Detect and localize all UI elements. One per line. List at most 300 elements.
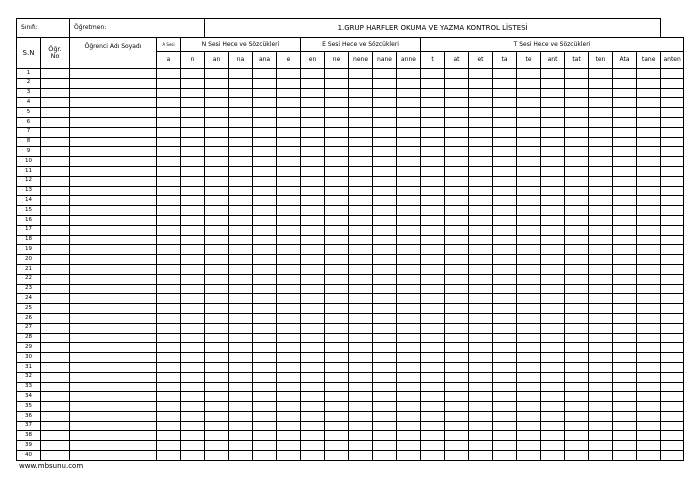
check-cell[interactable] [589, 451, 613, 461]
check-cell[interactable] [469, 69, 493, 79]
check-cell[interactable] [205, 206, 229, 216]
check-cell[interactable] [589, 98, 613, 108]
check-cell[interactable] [421, 402, 445, 412]
student-name-cell[interactable] [70, 137, 157, 147]
check-cell[interactable] [253, 382, 277, 392]
check-cell[interactable] [205, 98, 229, 108]
check-cell[interactable] [349, 323, 373, 333]
check-cell[interactable] [373, 196, 397, 206]
check-cell[interactable] [469, 225, 493, 235]
check-cell[interactable] [301, 255, 325, 265]
check-cell[interactable] [469, 98, 493, 108]
check-cell[interactable] [541, 304, 565, 314]
check-cell[interactable] [325, 323, 349, 333]
check-cell[interactable] [373, 382, 397, 392]
check-cell[interactable] [397, 411, 421, 421]
check-cell[interactable] [373, 137, 397, 147]
check-cell[interactable] [181, 441, 205, 451]
check-cell[interactable] [325, 362, 349, 372]
check-cell[interactable] [157, 215, 181, 225]
check-cell[interactable] [541, 69, 565, 79]
check-cell[interactable] [517, 137, 541, 147]
check-cell[interactable] [445, 108, 469, 118]
check-cell[interactable] [637, 108, 661, 118]
check-cell[interactable] [397, 196, 421, 206]
check-cell[interactable] [565, 304, 589, 314]
check-cell[interactable] [589, 353, 613, 363]
check-cell[interactable] [277, 402, 301, 412]
check-cell[interactable] [205, 245, 229, 255]
check-cell[interactable] [277, 304, 301, 314]
check-cell[interactable] [325, 343, 349, 353]
check-cell[interactable] [637, 147, 661, 157]
check-cell[interactable] [397, 176, 421, 186]
check-cell[interactable] [541, 147, 565, 157]
check-cell[interactable] [181, 157, 205, 167]
check-cell[interactable] [181, 166, 205, 176]
check-cell[interactable] [493, 157, 517, 167]
check-cell[interactable] [325, 274, 349, 284]
check-cell[interactable] [277, 215, 301, 225]
check-cell[interactable] [301, 137, 325, 147]
check-cell[interactable] [397, 441, 421, 451]
student-name-cell[interactable] [70, 392, 157, 402]
check-cell[interactable] [637, 88, 661, 98]
check-cell[interactable] [517, 411, 541, 421]
check-cell[interactable] [205, 353, 229, 363]
check-cell[interactable] [349, 98, 373, 108]
check-cell[interactable] [637, 127, 661, 137]
check-cell[interactable] [349, 402, 373, 412]
check-cell[interactable] [637, 215, 661, 225]
check-cell[interactable] [541, 451, 565, 461]
check-cell[interactable] [373, 69, 397, 79]
check-cell[interactable] [253, 245, 277, 255]
check-cell[interactable] [301, 206, 325, 216]
check-cell[interactable] [205, 451, 229, 461]
check-cell[interactable] [181, 353, 205, 363]
check-cell[interactable] [613, 323, 637, 333]
check-cell[interactable] [325, 284, 349, 294]
check-cell[interactable] [421, 69, 445, 79]
check-cell[interactable] [637, 353, 661, 363]
check-cell[interactable] [373, 264, 397, 274]
check-cell[interactable] [205, 255, 229, 265]
check-cell[interactable] [613, 402, 637, 412]
check-cell[interactable] [469, 411, 493, 421]
check-cell[interactable] [541, 431, 565, 441]
check-cell[interactable] [301, 313, 325, 323]
check-cell[interactable] [325, 402, 349, 412]
check-cell[interactable] [205, 294, 229, 304]
check-cell[interactable] [613, 176, 637, 186]
check-cell[interactable] [565, 353, 589, 363]
check-cell[interactable] [181, 108, 205, 118]
check-cell[interactable] [277, 176, 301, 186]
check-cell[interactable] [637, 176, 661, 186]
check-cell[interactable] [277, 392, 301, 402]
check-cell[interactable] [373, 166, 397, 176]
check-cell[interactable] [325, 255, 349, 265]
check-cell[interactable] [181, 451, 205, 461]
check-cell[interactable] [493, 451, 517, 461]
check-cell[interactable] [301, 382, 325, 392]
student-name-cell[interactable] [70, 176, 157, 186]
check-cell[interactable] [421, 382, 445, 392]
check-cell[interactable] [205, 411, 229, 421]
check-cell[interactable] [613, 88, 637, 98]
check-cell[interactable] [637, 451, 661, 461]
check-cell[interactable] [469, 117, 493, 127]
check-cell[interactable] [397, 274, 421, 284]
check-cell[interactable] [445, 147, 469, 157]
check-cell[interactable] [613, 166, 637, 176]
check-cell[interactable] [301, 127, 325, 137]
check-cell[interactable] [589, 284, 613, 294]
check-cell[interactable] [445, 98, 469, 108]
check-cell[interactable] [613, 137, 637, 147]
check-cell[interactable] [253, 157, 277, 167]
check-cell[interactable] [541, 421, 565, 431]
check-cell[interactable] [493, 69, 517, 79]
check-cell[interactable] [229, 108, 253, 118]
student-number-cell[interactable] [41, 186, 70, 196]
check-cell[interactable] [469, 255, 493, 265]
check-cell[interactable] [661, 157, 684, 167]
check-cell[interactable] [565, 372, 589, 382]
check-cell[interactable] [181, 402, 205, 412]
check-cell[interactable] [589, 392, 613, 402]
check-cell[interactable] [301, 284, 325, 294]
check-cell[interactable] [277, 382, 301, 392]
check-cell[interactable] [277, 137, 301, 147]
check-cell[interactable] [517, 117, 541, 127]
check-cell[interactable] [229, 157, 253, 167]
check-cell[interactable] [613, 333, 637, 343]
check-cell[interactable] [157, 176, 181, 186]
check-cell[interactable] [517, 451, 541, 461]
check-cell[interactable] [253, 451, 277, 461]
check-cell[interactable] [373, 431, 397, 441]
check-cell[interactable] [541, 284, 565, 294]
check-cell[interactable] [541, 176, 565, 186]
check-cell[interactable] [181, 98, 205, 108]
student-number-cell[interactable] [41, 176, 70, 186]
check-cell[interactable] [541, 157, 565, 167]
check-cell[interactable] [349, 186, 373, 196]
check-cell[interactable] [565, 176, 589, 186]
check-cell[interactable] [253, 98, 277, 108]
check-cell[interactable] [661, 117, 684, 127]
check-cell[interactable] [613, 411, 637, 421]
check-cell[interactable] [637, 78, 661, 88]
check-cell[interactable] [181, 392, 205, 402]
check-cell[interactable] [469, 402, 493, 412]
check-cell[interactable] [613, 186, 637, 196]
check-cell[interactable] [589, 127, 613, 137]
check-cell[interactable] [397, 186, 421, 196]
check-cell[interactable] [613, 69, 637, 79]
check-cell[interactable] [541, 402, 565, 412]
check-cell[interactable] [565, 323, 589, 333]
check-cell[interactable] [397, 333, 421, 343]
check-cell[interactable] [397, 78, 421, 88]
check-cell[interactable] [541, 235, 565, 245]
check-cell[interactable] [613, 117, 637, 127]
check-cell[interactable] [181, 215, 205, 225]
student-number-cell[interactable] [41, 206, 70, 216]
check-cell[interactable] [277, 323, 301, 333]
check-cell[interactable] [229, 313, 253, 323]
check-cell[interactable] [613, 127, 637, 137]
check-cell[interactable] [277, 98, 301, 108]
check-cell[interactable] [541, 245, 565, 255]
check-cell[interactable] [637, 166, 661, 176]
check-cell[interactable] [325, 108, 349, 118]
student-name-cell[interactable] [70, 411, 157, 421]
check-cell[interactable] [589, 255, 613, 265]
check-cell[interactable] [181, 206, 205, 216]
student-name-cell[interactable] [70, 372, 157, 382]
check-cell[interactable] [469, 206, 493, 216]
check-cell[interactable] [277, 264, 301, 274]
check-cell[interactable] [301, 421, 325, 431]
check-cell[interactable] [373, 402, 397, 412]
check-cell[interactable] [589, 304, 613, 314]
check-cell[interactable] [445, 304, 469, 314]
check-cell[interactable] [637, 98, 661, 108]
check-cell[interactable] [637, 117, 661, 127]
check-cell[interactable] [445, 245, 469, 255]
check-cell[interactable] [421, 127, 445, 137]
check-cell[interactable] [205, 284, 229, 294]
check-cell[interactable] [325, 382, 349, 392]
check-cell[interactable] [325, 264, 349, 274]
check-cell[interactable] [493, 362, 517, 372]
check-cell[interactable] [181, 382, 205, 392]
check-cell[interactable] [637, 235, 661, 245]
check-cell[interactable] [661, 343, 684, 353]
check-cell[interactable] [349, 451, 373, 461]
check-cell[interactable] [541, 392, 565, 402]
check-cell[interactable] [589, 196, 613, 206]
check-cell[interactable] [205, 304, 229, 314]
check-cell[interactable] [589, 264, 613, 274]
check-cell[interactable] [493, 284, 517, 294]
student-name-cell[interactable] [70, 333, 157, 343]
student-number-cell[interactable] [41, 313, 70, 323]
check-cell[interactable] [613, 451, 637, 461]
check-cell[interactable] [565, 431, 589, 441]
check-cell[interactable] [445, 431, 469, 441]
check-cell[interactable] [445, 215, 469, 225]
check-cell[interactable] [253, 294, 277, 304]
check-cell[interactable] [469, 284, 493, 294]
check-cell[interactable] [589, 421, 613, 431]
check-cell[interactable] [157, 108, 181, 118]
check-cell[interactable] [493, 411, 517, 421]
check-cell[interactable] [205, 392, 229, 402]
check-cell[interactable] [325, 411, 349, 421]
check-cell[interactable] [541, 127, 565, 137]
check-cell[interactable] [589, 274, 613, 284]
check-cell[interactable] [613, 255, 637, 265]
check-cell[interactable] [277, 245, 301, 255]
check-cell[interactable] [589, 294, 613, 304]
check-cell[interactable] [277, 166, 301, 176]
student-number-cell[interactable] [41, 411, 70, 421]
student-number-cell[interactable] [41, 235, 70, 245]
check-cell[interactable] [181, 225, 205, 235]
check-cell[interactable] [157, 343, 181, 353]
check-cell[interactable] [445, 372, 469, 382]
check-cell[interactable] [469, 451, 493, 461]
check-cell[interactable] [205, 225, 229, 235]
check-cell[interactable] [397, 157, 421, 167]
check-cell[interactable] [589, 206, 613, 216]
check-cell[interactable] [613, 147, 637, 157]
check-cell[interactable] [277, 431, 301, 441]
check-cell[interactable] [637, 186, 661, 196]
check-cell[interactable] [253, 333, 277, 343]
check-cell[interactable] [229, 294, 253, 304]
check-cell[interactable] [301, 451, 325, 461]
check-cell[interactable] [517, 127, 541, 137]
check-cell[interactable] [229, 225, 253, 235]
check-cell[interactable] [637, 382, 661, 392]
check-cell[interactable] [565, 196, 589, 206]
check-cell[interactable] [589, 69, 613, 79]
check-cell[interactable] [565, 274, 589, 284]
check-cell[interactable] [589, 333, 613, 343]
check-cell[interactable] [517, 294, 541, 304]
check-cell[interactable] [349, 225, 373, 235]
check-cell[interactable] [397, 372, 421, 382]
check-cell[interactable] [445, 362, 469, 372]
check-cell[interactable] [421, 255, 445, 265]
check-cell[interactable] [565, 402, 589, 412]
check-cell[interactable] [229, 274, 253, 284]
check-cell[interactable] [301, 294, 325, 304]
check-cell[interactable] [301, 88, 325, 98]
check-cell[interactable] [253, 88, 277, 98]
student-number-cell[interactable] [41, 304, 70, 314]
check-cell[interactable] [493, 108, 517, 118]
check-cell[interactable] [661, 382, 684, 392]
student-name-cell[interactable] [70, 441, 157, 451]
check-cell[interactable] [637, 392, 661, 402]
check-cell[interactable] [541, 382, 565, 392]
check-cell[interactable] [589, 117, 613, 127]
check-cell[interactable] [277, 284, 301, 294]
check-cell[interactable] [397, 69, 421, 79]
check-cell[interactable] [325, 196, 349, 206]
check-cell[interactable] [541, 166, 565, 176]
check-cell[interactable] [613, 108, 637, 118]
student-number-cell[interactable] [41, 157, 70, 167]
check-cell[interactable] [613, 392, 637, 402]
check-cell[interactable] [421, 215, 445, 225]
check-cell[interactable] [541, 196, 565, 206]
check-cell[interactable] [493, 88, 517, 98]
check-cell[interactable] [541, 88, 565, 98]
check-cell[interactable] [637, 304, 661, 314]
check-cell[interactable] [205, 127, 229, 137]
student-name-cell[interactable] [70, 382, 157, 392]
check-cell[interactable] [661, 225, 684, 235]
check-cell[interactable] [205, 157, 229, 167]
check-cell[interactable] [229, 206, 253, 216]
check-cell[interactable] [301, 78, 325, 88]
check-cell[interactable] [445, 117, 469, 127]
student-name-cell[interactable] [70, 421, 157, 431]
check-cell[interactable] [565, 166, 589, 176]
check-cell[interactable] [349, 78, 373, 88]
check-cell[interactable] [541, 206, 565, 216]
check-cell[interactable] [253, 284, 277, 294]
student-number-cell[interactable] [41, 294, 70, 304]
check-cell[interactable] [469, 362, 493, 372]
check-cell[interactable] [517, 421, 541, 431]
check-cell[interactable] [277, 421, 301, 431]
check-cell[interactable] [397, 294, 421, 304]
check-cell[interactable] [325, 98, 349, 108]
check-cell[interactable] [661, 441, 684, 451]
check-cell[interactable] [517, 245, 541, 255]
check-cell[interactable] [301, 245, 325, 255]
check-cell[interactable] [301, 166, 325, 176]
check-cell[interactable] [349, 127, 373, 137]
check-cell[interactable] [469, 127, 493, 137]
check-cell[interactable] [517, 176, 541, 186]
student-number-cell[interactable] [41, 362, 70, 372]
check-cell[interactable] [373, 255, 397, 265]
check-cell[interactable] [157, 274, 181, 284]
student-name-cell[interactable] [70, 284, 157, 294]
student-name-cell[interactable] [70, 343, 157, 353]
check-cell[interactable] [541, 343, 565, 353]
check-cell[interactable] [613, 206, 637, 216]
check-cell[interactable] [157, 392, 181, 402]
check-cell[interactable] [661, 245, 684, 255]
check-cell[interactable] [157, 284, 181, 294]
check-cell[interactable] [157, 372, 181, 382]
check-cell[interactable] [565, 343, 589, 353]
check-cell[interactable] [421, 117, 445, 127]
check-cell[interactable] [253, 186, 277, 196]
check-cell[interactable] [277, 451, 301, 461]
check-cell[interactable] [157, 441, 181, 451]
check-cell[interactable] [613, 215, 637, 225]
check-cell[interactable] [661, 176, 684, 186]
check-cell[interactable] [565, 333, 589, 343]
check-cell[interactable] [277, 235, 301, 245]
check-cell[interactable] [325, 225, 349, 235]
check-cell[interactable] [613, 382, 637, 392]
check-cell[interactable] [205, 382, 229, 392]
check-cell[interactable] [325, 392, 349, 402]
check-cell[interactable] [493, 206, 517, 216]
check-cell[interactable] [421, 147, 445, 157]
check-cell[interactable] [373, 392, 397, 402]
check-cell[interactable] [637, 313, 661, 323]
check-cell[interactable] [373, 235, 397, 245]
check-cell[interactable] [589, 157, 613, 167]
check-cell[interactable] [349, 245, 373, 255]
check-cell[interactable] [493, 147, 517, 157]
check-cell[interactable] [397, 362, 421, 372]
check-cell[interactable] [541, 294, 565, 304]
